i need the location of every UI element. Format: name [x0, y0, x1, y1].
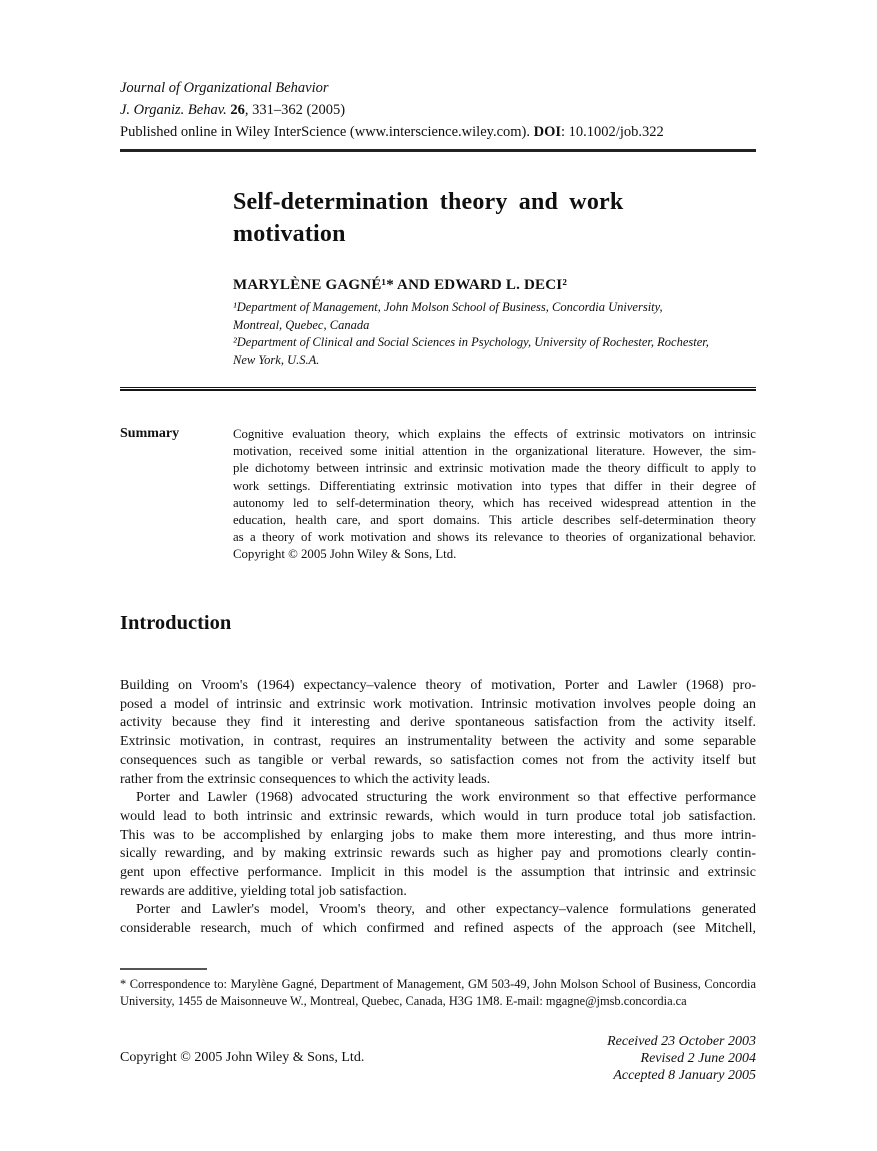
section-heading-introduction: Introduction — [120, 612, 232, 634]
summary-label: Summary — [120, 426, 180, 441]
text-line: motivation, received some initial attention in the organizational literature. However, the sim- — [233, 444, 756, 459]
published-online-text: Published online in Wiley InterScience (www.interscience.wiley.com). — [120, 124, 534, 140]
text-line: consequences such as tangible or verbal rewards, so satisfaction comes not from the activity itself but — [120, 752, 756, 768]
journal-name: Journal of Organizational Behavior — [120, 80, 329, 96]
paragraph-1 — [120, 677, 756, 789]
journal-header — [120, 77, 760, 143]
text-line: Received 23 October 2003 — [607, 1034, 756, 1049]
text-line: Cognitive evaluation theory, which explains the effects of extrinsic motivators on intrinsic — [233, 427, 756, 441]
article-title — [233, 186, 768, 250]
text-line: would lead to both intrinsic and extrinsic rewards, which would in turn produce total job satisfaction. — [120, 808, 756, 824]
text-line: ²Department of Clinical and Social Sciences in Psychology, University of Rochester, Rochester, — [233, 335, 709, 349]
text-line: posed a model of intrinsic and extrinsic work motivation. Intrinsic motivation involves people doing an — [120, 696, 756, 712]
introduction-body — [120, 677, 756, 939]
text-line: Revised 2 June 2004 — [640, 1051, 756, 1067]
authors-line: MARYLÈNE GAGNÉ¹* AND EDWARD L. DECI² — [233, 277, 568, 293]
text-line: University, 1455 de Maisonneuve W., Montreal, Quebec, Canada, H3G 1M8. E-mail: mgagne@jmsb.concordia.ca — [120, 994, 687, 1008]
text-line: Montreal, Quebec, Canada — [233, 317, 370, 332]
text-line: Accepted 8 January 2005 — [613, 1068, 756, 1084]
citation-pages-year: , 331–362 (2005) — [244, 102, 346, 118]
text-line: considerable research, much of which confirmed and refined aspects of the approach (see Mitchell, — [120, 921, 756, 937]
summary-text — [233, 426, 756, 564]
text-line: Copyright © 2005 John Wiley & Sons, Ltd. — [233, 547, 457, 562]
text-line: This was to be accomplished by enlarging jobs to make them more interesting, and thus more intrin- — [120, 827, 756, 843]
text-line: ple dichotomy between intrinsic and extrinsic motivation made the theory difficult to apply to — [233, 461, 756, 476]
text-line: rewards are additive, yielding total job satisfaction. — [120, 883, 407, 899]
header-rule — [120, 149, 756, 152]
published-online-line — [120, 121, 760, 143]
text-line: Porter and Lawler (1968) advocated structuring the work environment so that effective performance — [136, 790, 756, 806]
text-line: rather from the extrinsic consequences to which the activity leads. — [120, 771, 491, 787]
text-line: gent upon effective performance. Implicit in this model is the assumption that intrinsic and extrinsic — [120, 865, 756, 881]
text-line: autonomy led to self-determination theory, which has received widespread attention in the — [233, 495, 756, 510]
citation-journal-abbrev: J. Organiz. Behav. — [120, 102, 227, 118]
text-line: Building on Vroom's (1964) expectancy–valence theory of motivation, Porter and Lawler (1968) pro- — [120, 678, 756, 693]
text-line: motivation — [233, 221, 346, 247]
affiliation-rule — [120, 387, 756, 391]
text-line: work settings. Differentiating extrinsic motivation into types that differ in their degree of — [233, 478, 756, 493]
text-line: education, health care, and sport domains. This article describes self-determination theory — [233, 513, 756, 528]
correspondence-footnote — [120, 976, 756, 1010]
paragraph-2 — [120, 789, 756, 901]
doi-value: : 10.1002/job.322 — [561, 124, 664, 140]
text-line: activity because they find it interesting and derive spontaneous satisfaction from the activity itself. — [120, 715, 756, 731]
doi-label: DOI — [533, 124, 562, 140]
summary-section — [120, 426, 756, 564]
footnote-rule — [120, 968, 207, 970]
text-line: ¹Department of Management, John Molson School of Business, Concordia University, — [233, 300, 663, 314]
affiliations — [233, 299, 768, 369]
text-line: Extrinsic motivation, in contrast, requires an instrumentality between the activity and some separable — [120, 734, 756, 750]
copyright-line: Copyright © 2005 John Wiley & Sons, Ltd. — [120, 1050, 365, 1065]
citation-volume: 26 — [230, 102, 245, 118]
text-line: * Correspondence to: Marylène Gagné, Department of Management, GM 503-49, John Molson School of Business, Concordia — [120, 977, 756, 991]
citation-line — [120, 99, 760, 121]
text-line: New York, U.S.A. — [233, 352, 320, 367]
text-line: as a theory of work motivation and shows its relevance to theories of organizational behavior. — [233, 530, 756, 545]
text-line: Self-determination theory and work — [233, 189, 624, 215]
text-line: Porter and Lawler's model, Vroom's theory, and other expectancy–valence formulations generated — [136, 902, 756, 918]
paragraph-3 — [120, 901, 756, 938]
text-line: sically rewarding, and by making extrinsic rewards such as higher pay and promotions clearly contin- — [120, 846, 756, 862]
